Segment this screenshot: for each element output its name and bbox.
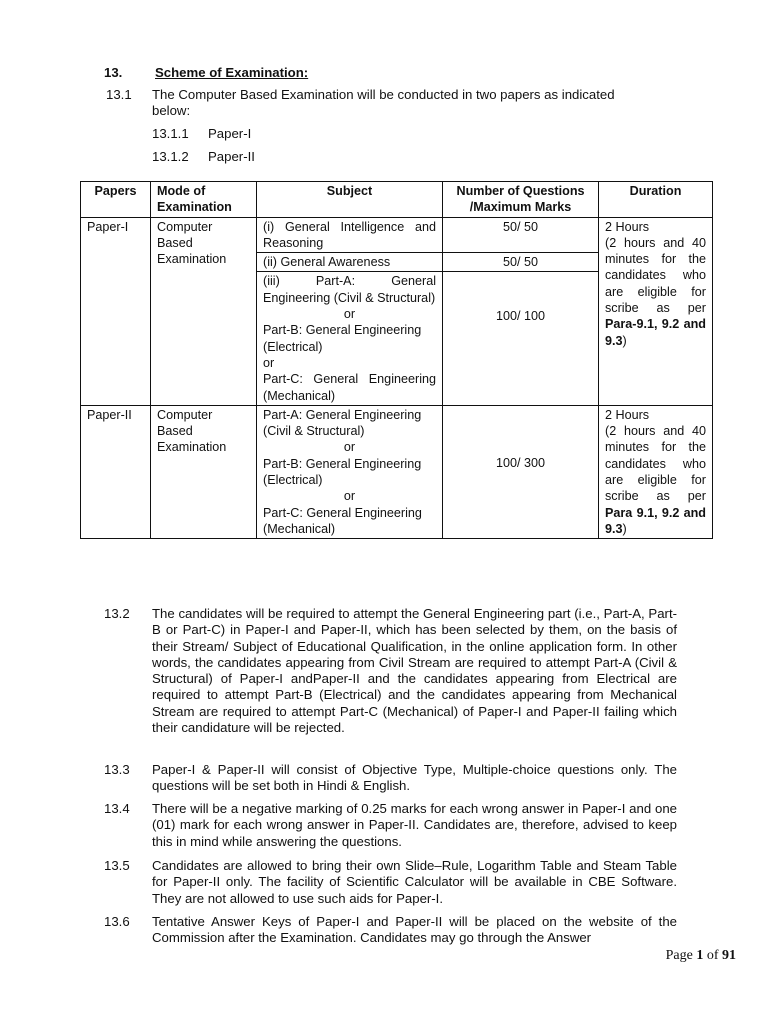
header-questions: Number of Questions /Maximum Marks	[443, 182, 599, 218]
section-title: Scheme of Examination:	[155, 65, 309, 80]
para-13-3-text: Paper-I & Paper-II will consist of Objective Type, Multiple-choice questions only. The questions will be set both in Hindi & English.	[152, 762, 677, 794]
para-13-3-number: 13.3	[104, 762, 130, 777]
footer-of-word: of	[706, 948, 719, 963]
para-13-6-text: Tentative Answer Keys of Paper-I and Paper-II will be placed on the website of the Commission after the Examination. Candidates may go through the Answer	[152, 914, 677, 946]
paper2-mode: Computer Based Examination	[151, 405, 257, 538]
paper1-subject-3-marks: 100/ 100	[443, 272, 599, 405]
paper1-name: Paper-I	[81, 217, 151, 405]
sub-13-1-1-label: Paper-I	[208, 126, 252, 141]
footer-total-pages: 91	[722, 948, 736, 963]
paper1-part-a: (iii) Part-A: General Engineering (Civil & Structural)	[263, 274, 436, 305]
paper1-subject-2: (ii) General Awareness	[257, 253, 443, 272]
paper2-or-2: or	[343, 489, 356, 504]
para-13-4-text: There will be a negative marking of 0.25 marks for each wrong answer in Paper-I and one (01) mark for each wrong answer in Paper-II. Candidates are, therefore, advised to keep this in mind while answering the questions.	[152, 801, 677, 849]
table-header-row	[81, 182, 713, 218]
paper2-marks: 100/ 300	[443, 405, 599, 538]
sub-13-1-2-number: 13.1.2	[152, 149, 189, 164]
paper2-part-a: Part-A: General Engineering (Civil & Structural)	[263, 407, 422, 439]
sub-13-1-1-number: 13.1.1	[152, 126, 189, 141]
paper1-subject-2-marks: 50/ 50	[443, 253, 599, 272]
paper1-duration-main: 2 Hours	[605, 219, 650, 234]
paper1-mode: Computer Based Examination	[151, 217, 257, 405]
paper1-subject-1: (i) General Intelligence and Reasoning	[257, 217, 443, 253]
header-papers: Papers	[81, 182, 151, 218]
paper1-or-2: or	[263, 355, 275, 370]
section-number: 13.	[104, 65, 123, 80]
footer-page-word: Page	[665, 948, 693, 963]
para-13-1-number: 13.1	[106, 87, 132, 102]
paper1-duration-close: )	[622, 333, 627, 348]
para-13-4-number: 13.4	[104, 801, 130, 816]
para-13-2-text: The candidates will be required to attempt the General Engineering part (i.e., Part-A, Part-B or Part-C) in Paper-I and Paper-II, which has been selected by them, on the basis of their Stream/ Subject of Educational Qualification, in the online application form. In other words, the candidates appearing from Civil Stream are required to attempt Part-A (Civil & Structural) of Paper-I andPaper-II and the candidates appearing from Electrical are required to attempt Part-B (Electrical) and the candidates appearing from Mechanical Stream are required to attempt Part-C (Mechanical) of Paper-I and Paper-II failing which their candidature will be rejected.	[152, 606, 677, 736]
para-13-5-number: 13.5	[104, 858, 130, 873]
paper2-duration	[599, 405, 713, 538]
paper1-duration-para: Para-9.1, 9.2 and 9.3	[605, 317, 706, 348]
paper2-part-b: Part-B: General Engineering (Electrical)	[263, 456, 422, 488]
para-13-1-line2: below:	[152, 103, 191, 118]
header-mode: Mode of Examination	[151, 182, 257, 218]
paper2-subject	[257, 405, 443, 538]
para-13-2-number: 13.2	[104, 606, 130, 621]
paper1-part-c: Part-C: General Engineering (Mechanical)	[263, 372, 436, 403]
paper1-part-b: Part-B: General Engineering (Electrical)	[263, 323, 422, 354]
paper1-subject-3	[257, 272, 443, 405]
paper2-or-1: or	[343, 440, 356, 455]
paper1-or-1: or	[343, 307, 356, 322]
table-row	[81, 405, 713, 538]
footer-current-page: 1	[696, 948, 704, 963]
paper1-subject-1-marks: 50/ 50	[443, 217, 599, 253]
paper2-duration-main: 2 Hours	[605, 407, 650, 422]
para-13-5-text: Candidates are allowed to bring their own Slide–Rule, Logarithm Table and Steam Table for Paper-II only. The facility of Scientific Calculator will be available in CBE Software. They are not allowed to use such aids for Paper-I.	[152, 858, 677, 906]
paper1-duration	[599, 217, 713, 405]
header-subject: Subject	[257, 182, 443, 218]
para-13-1-line1: The Computer Based Examination will be conducted in two papers as indicated	[152, 87, 615, 102]
page-footer	[666, 948, 736, 964]
header-duration: Duration	[599, 182, 713, 218]
paper2-part-c: Part-C: General Engineering (Mechanical)	[263, 505, 422, 536]
paper2-duration-para: Para 9.1, 9.2 and 9.3	[605, 505, 706, 536]
sub-13-1-2-label: Paper-II	[208, 149, 255, 164]
paper2-name: Paper-II	[81, 405, 151, 538]
paper2-duration-text: (2 hours and 40 minutes for the candidates who are eligible for scribe as per	[605, 424, 706, 504]
para-13-6-number: 13.6	[104, 914, 130, 929]
table-row	[81, 217, 713, 253]
exam-scheme-table	[80, 181, 713, 539]
paper1-duration-text: (2 hours and 40 minutes for the candidates who are eligible for scribe as per	[605, 235, 706, 316]
paper2-duration-close: )	[622, 521, 627, 536]
